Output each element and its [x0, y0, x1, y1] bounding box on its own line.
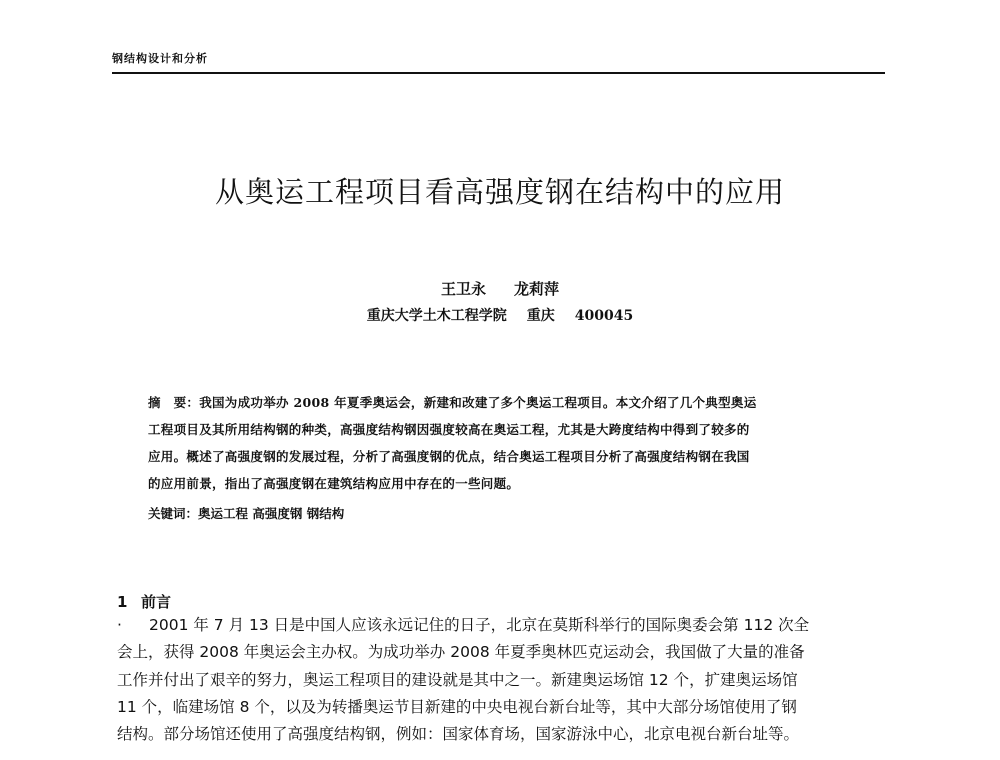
section-number: 1 [117, 593, 128, 611]
author-name: 龙莉萍 [514, 280, 560, 298]
institution: 重庆大学土木工程学院 [366, 308, 507, 324]
abstract-line: 工程项目及其所用结构钢的种类，高强度结构钢因强度较高在奥运工程，尤其是大跨度结构中得到了较多的 [148, 422, 750, 437]
affiliation [0, 305, 1000, 325]
section-heading [117, 591, 171, 612]
body-line [117, 612, 887, 639]
truncated-line [117, 748, 887, 760]
keywords-label: 关键词： [148, 506, 199, 521]
postcode: 400045 [574, 308, 634, 324]
abstract-label: 摘 要： [148, 395, 200, 410]
body-line: 工作并付出了艰辛的努力，奥运工程项目的建设就是其中之一。新建奥运场馆 12 个，扩建奥运场馆 [117, 670, 798, 689]
keywords [148, 504, 868, 522]
author-name: 王卫永 [440, 280, 486, 298]
author-line [0, 278, 1000, 299]
abstract [148, 389, 868, 497]
keywords-text: 奥运工程 高强度钢 钢结构 [198, 506, 345, 521]
city: 重庆 [526, 308, 555, 324]
header-rule [112, 72, 885, 74]
body-text [117, 612, 887, 748]
body-line: 11 个，临建场馆 8 个，以及为转播奥运节目新建的中央电视台新台址等，其中大部分场馆使用了钢 [117, 697, 797, 716]
abstract-line: 的应用前景，指出了高强度钢在建筑结构应用中存在的一些问题。 [148, 476, 520, 491]
paper-title: 从奥运工程项目看高强度钢在结构中的应用 [214, 175, 785, 209]
abstract-line: 应用。概述了高强度钢的发展过程，分析了高强度钢的优点，结合奥运工程项目分析了高强度结构钢在我国 [148, 449, 750, 464]
abstract-text: 我国为成功举办 2008 年夏季奥运会，新建和改建了多个奥运工程项目。本文介绍了几个典型奥运 [199, 395, 757, 410]
running-head: 钢结构设计和分析 [112, 52, 208, 65]
body-line: 结构。部分场馆还使用了高强度结构钢，例如：国家体育场，国家游泳中心，北京电视台新台址等。 [117, 725, 800, 744]
body-line-text: 2001 年 7 月 13 日是中国人应该永远记住的日子，北京在莫斯科举行的国际奥委会第 112 次全 [149, 616, 810, 634]
section-title: 前言 [141, 593, 172, 611]
body-line: 会上，获得 2008 年奥运会主办权。为成功举办 2008 年夏季奥林匹克运动会，我国做了大量的准备 [117, 643, 805, 662]
bullet-mark: · [117, 616, 122, 634]
abstract-line [148, 389, 868, 416]
